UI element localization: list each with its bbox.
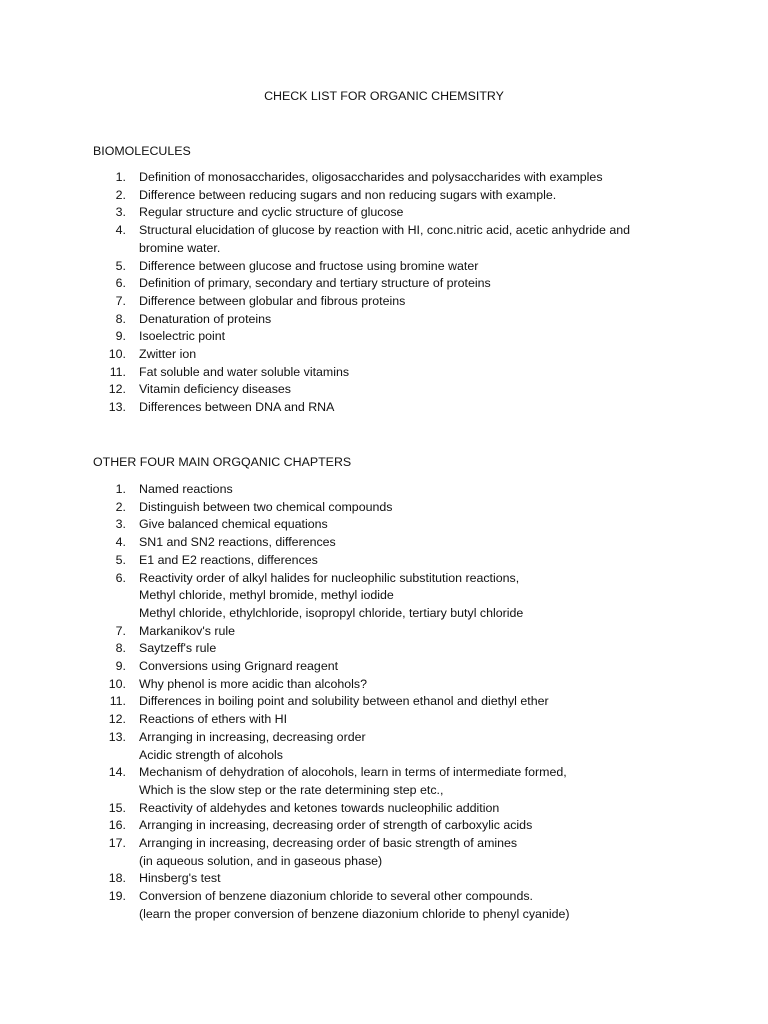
list-item <box>0 258 768 276</box>
list-item <box>0 693 768 711</box>
list-item-text: SN1 and SN2 reactions, differences <box>139 535 336 550</box>
list-item-text: Differences between DNA and RNA <box>139 400 335 415</box>
list-item-number: 5. <box>115 552 126 567</box>
list-item <box>0 275 768 293</box>
list-item-number: 5. <box>115 258 126 273</box>
list-item-text: Regular structure and cyclic structure of glucose <box>139 205 404 220</box>
list-item-text: Markanikov's rule <box>139 623 236 638</box>
list-item <box>0 516 768 534</box>
list-item-number: 8. <box>115 641 126 656</box>
list-item-text: Definition of primary, secondary and tertiary structure of proteins <box>139 276 491 291</box>
list-item-text: Isoelectric point <box>139 329 226 344</box>
list-item <box>0 729 768 764</box>
list-item-text: Arranging in increasing, decreasing order of basic strength of amines <box>139 836 518 851</box>
list-item <box>0 623 768 641</box>
list-item-text: Distinguish between two chemical compounds <box>139 499 393 514</box>
list-item <box>0 311 768 329</box>
list-item <box>0 658 768 676</box>
list-item-text: Difference between glucose and fructose using bromine water <box>139 258 479 273</box>
list-item <box>0 499 768 517</box>
list-item <box>0 399 768 417</box>
list-item-text: Differences in boiling point and solubility between ethanol and diethyl ether <box>139 694 549 709</box>
list-item <box>0 552 768 570</box>
list-item <box>0 293 768 311</box>
list-item-number: 12. <box>108 382 126 397</box>
list-item-text: Methyl chloride, methyl bromide, methyl iodide <box>139 588 394 603</box>
list-item-number: 1. <box>115 170 126 184</box>
list-item-number: 6. <box>115 570 126 585</box>
list-item-text: Vitamin deficiency diseases <box>139 382 291 397</box>
section-heading-other-chapters: OTHER FOUR MAIN ORGQANIC CHAPTERS <box>93 455 352 469</box>
list-item <box>0 169 768 187</box>
list-item-number: 8. <box>115 311 126 326</box>
list-item-text: Acidic strength of alcohols <box>139 747 283 762</box>
list-item-text: Which is the slow step or the rate determining step etc., <box>139 782 444 797</box>
list-item-text: Fat soluble and water soluble vitamins <box>139 364 350 379</box>
list-item-text: Methyl chloride, ethylchloride, isopropyl chloride, tertiary butyl chloride <box>139 605 524 620</box>
list-item-text: Reactivity of aldehydes and ketones towards nucleophilic addition <box>139 800 500 815</box>
list-item <box>0 204 768 222</box>
list-item <box>0 328 768 346</box>
list-item-number: 15. <box>108 800 126 815</box>
list-item <box>0 817 768 835</box>
list-item-number: 9. <box>115 329 126 344</box>
list-item-text: (learn the proper conversion of benzene diazonium chloride to phenyl cyanide) <box>139 906 570 921</box>
list-item-number: 16. <box>108 818 126 833</box>
other-chapters-list <box>0 481 768 924</box>
list-item <box>0 481 768 499</box>
list-item-number: 11. <box>109 364 126 379</box>
list-item-text: Why phenol is more acidic than alcohols? <box>139 676 367 691</box>
list-item-number: 1. <box>115 482 126 496</box>
list-item-number: 3. <box>115 205 126 220</box>
list-item <box>0 640 768 658</box>
list-item-text: Mechanism of dehydration of alocohols, learn in terms of intermediate formed, <box>139 765 567 780</box>
list-item-text: (in aqueous solution, and in gaseous phase) <box>139 853 383 868</box>
list-item-number: 2. <box>115 187 126 202</box>
list-item <box>0 800 768 818</box>
list-item-text: Structural elucidation of glucose by reaction with HI, conc.nitric acid, acetic anhydride and <box>139 223 631 238</box>
list-item-text: Zwitter ion <box>139 347 197 362</box>
list-item-text: Reactivity order of alkyl halides for nucleophilic substitution reactions, <box>139 570 520 585</box>
list-item-number: 4. <box>115 535 126 550</box>
list-item <box>0 534 768 552</box>
list-item <box>0 187 768 205</box>
list-item-text: Named reactions <box>139 482 233 496</box>
list-item <box>0 346 768 364</box>
list-item-number: 9. <box>115 659 126 674</box>
list-item <box>0 835 768 870</box>
list-item-text: Give balanced chemical equations <box>139 517 328 532</box>
list-item-number: 19. <box>108 889 126 904</box>
list-item-number: 3. <box>115 517 126 532</box>
list-item <box>0 711 768 729</box>
biomolecules-list <box>0 169 768 417</box>
list-item <box>0 870 768 888</box>
list-item <box>0 222 768 257</box>
list-item <box>0 570 768 623</box>
list-item-number: 13. <box>108 729 126 744</box>
list-item-number: 17. <box>108 836 126 851</box>
document-title: CHECK LIST FOR ORGANIC CHEMSITRY <box>264 89 504 103</box>
list-item-text: Difference between globular and fibrous proteins <box>139 293 406 308</box>
list-item <box>0 364 768 382</box>
list-item-text: Arranging in increasing, decreasing order <box>139 729 366 744</box>
list-item-text: E1 and E2 reactions, differences <box>139 552 318 567</box>
list-item-number: 6. <box>115 276 126 291</box>
list-item-text: Difference between reducing sugars and non reducing sugars with example. <box>139 187 557 202</box>
list-item <box>0 888 768 923</box>
list-item-text: Conversion of benzene diazonium chloride to several other compounds. <box>139 889 533 904</box>
list-item-text: Arranging in increasing, decreasing order of strength of carboxylic acids <box>139 818 533 833</box>
list-item-text: Definition of monosaccharides, oligosaccharides and polysaccharides with examples <box>139 170 603 184</box>
list-item <box>0 764 768 799</box>
list-item-number: 2. <box>115 499 126 514</box>
list-item-number: 14. <box>108 765 126 780</box>
list-item-text: Reactions of ethers with HI <box>139 712 288 727</box>
list-item-number: 7. <box>115 293 126 308</box>
list-item <box>0 381 768 399</box>
list-item-number: 12. <box>108 712 126 727</box>
list-item-text: bromine water. <box>139 240 221 255</box>
list-item-number: 7. <box>115 623 126 638</box>
list-item-text: Denaturation of proteins <box>139 311 272 326</box>
list-item-number: 10. <box>108 676 126 691</box>
section-heading-biomolecules: BIOMOLECULES <box>93 144 191 158</box>
list-item-number: 10. <box>108 347 126 362</box>
list-item-text: Saytzeff's rule <box>139 641 217 656</box>
list-item <box>0 676 768 694</box>
list-item-number: 4. <box>115 223 126 238</box>
list-item-number: 13. <box>108 400 126 415</box>
list-item-text: Conversions using Grignard reagent <box>139 659 339 674</box>
list-item-text: Hinsberg's test <box>139 871 221 886</box>
list-item-number: 11. <box>109 694 126 709</box>
list-item-number: 18. <box>108 871 126 886</box>
